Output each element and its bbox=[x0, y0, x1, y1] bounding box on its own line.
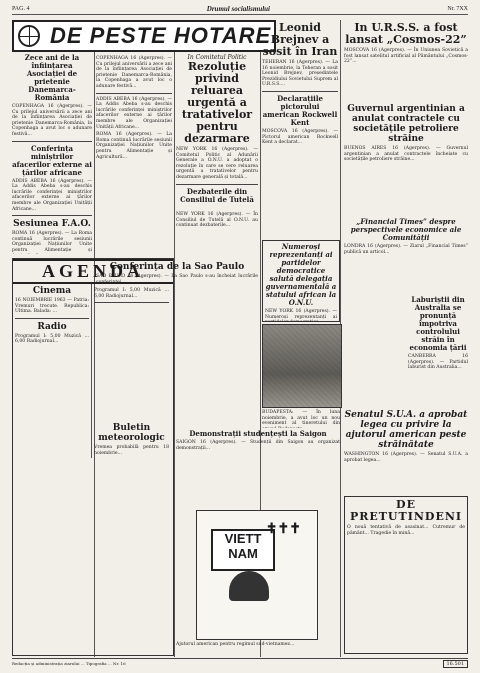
photo-caption: BUDAPESTA: — În luna noiembrie, a avut loc un nou eveniment al tineretului din bbox=[262, 410, 340, 427]
weather-heading: Buletin meteorologic bbox=[98, 423, 165, 444]
cartoon-caption-box bbox=[176, 640, 340, 654]
argentina-article bbox=[344, 104, 468, 214]
article-body: LONDRA 16 (Agerpres). — Ziarul „Financial Times” publică un articol... bbox=[344, 244, 468, 255]
footer-text: Redacția și administrația ziarului ... Tipografia ... Nr. 16 bbox=[12, 661, 126, 666]
article-body: CANBERRA 16 (Agerpres). — Partidul laburist din Australia... bbox=[408, 354, 468, 371]
article-body: MOSCOVA 16 (Agerpres). — Pictorul american Rockwell Kent a declarat... bbox=[262, 128, 338, 146]
page-header bbox=[12, 4, 468, 15]
agenda-title: AGENDA bbox=[13, 259, 173, 284]
paper-name: Drumul socialismului bbox=[206, 5, 270, 13]
globe-icon bbox=[18, 25, 40, 47]
figure-icon bbox=[229, 571, 269, 601]
delegation-box bbox=[262, 240, 340, 322]
headline: Guvernul argentinian a anulat contractele cu societățile petroliere străine bbox=[347, 104, 465, 144]
article-body: COPENHAGA 16 (Agerpres). — Cu prilejul aniversării a zece ani de la înființarea Asociației de prietenie Danemarca-România, la Copenhaga a avut loc o adunare festivă... bbox=[96, 56, 172, 89]
crosses-icon: ✝✝✝ bbox=[265, 521, 301, 537]
article-body: SAO PAULO 16 (Agerpres). — La Sao Paulo s-au încheiat lucrările conferinței... bbox=[96, 274, 258, 285]
headline: Senatul S.U.A. a aprobat legea cu privire la ajutorul american peste străinătate bbox=[344, 410, 468, 450]
headline: În U.R.S.S. a fost lansat „Cosmos-22” bbox=[345, 22, 467, 46]
column-2 bbox=[96, 54, 172, 254]
article-body: NEW YORK 16 (Agerpres). — În Consiliul de Tutelă al O.N.U. au continuat dezbaterile... bbox=[176, 212, 258, 229]
article-body: ADDIS ABEBA 16 (Agerpres). — La Addis Abeba s-au deschis lucrările conferinței miniștrilor afacerilor externe ai țărilor membre ale Organizației Unității Africane... bbox=[96, 96, 172, 130]
article-body: SAIGON 16 (Agerpres). — Studenții din Saigon au organizat demonstrații... bbox=[176, 440, 340, 451]
column-4 bbox=[262, 22, 338, 212]
headline: Sesiunea F.A.O. bbox=[13, 219, 91, 230]
cartoon-caption: Ajutorul american pentru regimul sud-vietnamez... bbox=[176, 642, 295, 647]
headline: DE PRETUTINDENI bbox=[349, 498, 463, 523]
column-3 bbox=[176, 54, 258, 204]
weather-body: Vremea probabilă pentru 18 noiembrie... bbox=[94, 445, 169, 456]
section-header bbox=[12, 20, 276, 52]
headline: Rezoluție privind reluarea urgentă a tratativelor pentru dezarmare bbox=[181, 60, 253, 145]
news-photo bbox=[262, 324, 342, 408]
program-listings: Programul I: 5,00 Muzică ... 6,00 Radiojurnal... bbox=[94, 288, 169, 299]
ft-article bbox=[344, 218, 468, 298]
page-number-left: PAG. 4 bbox=[12, 6, 30, 12]
cinema-listings: 16 NOIEMBRIE 1963 — Patria: Vremuri trecute. Republica: Ultima. Balada: ... bbox=[15, 298, 89, 315]
headline: Numeroși reprezentanți ai partidelor democratice salută delegația guvernamentală a statului african la O.N.U. bbox=[265, 242, 337, 307]
headline: Conferința de la Sao Paulo bbox=[109, 262, 245, 272]
article-body: WASHINGTON 16 (Agerpres). — Senatul S.U.A. a aprobat legea... bbox=[344, 452, 468, 463]
article-body: COPENHAGA 16 (Agerpres). — Cu prilejul aniversării a zece ani de la înființarea Asociației de prietenie Danemarca-România, la Copenhaga a avut loc o adunare festivă... bbox=[12, 104, 92, 137]
us-senate-article bbox=[344, 410, 468, 490]
cinema-heading: Cinema bbox=[32, 286, 72, 296]
article-body: NEW YORK 16 (Agerpres). — Numeroși reprezentanți ai bbox=[265, 309, 337, 320]
article-body: BUENOS AIRES 16 (Agerpres). — Guvernul argentinian a anulat contractele încheiate cu societățile petroliere străine... bbox=[344, 146, 468, 163]
article-body: MOSCOVA 16 (Agerpres). — În Uniunea Sovietică a fost lansat satelitul artificial al Pământului „Cosmos-22”... bbox=[344, 48, 468, 65]
page-number-box: 16.501 bbox=[443, 660, 469, 668]
radio-heading: Radio bbox=[37, 321, 67, 332]
headline: „Financial Times” despre perspectivele economice ale Comunității bbox=[350, 218, 462, 242]
headline: Conferința miniștrilor afacerilor externe ai țărilor africane bbox=[12, 143, 92, 177]
cartoon-sign: VIETT NAM bbox=[211, 529, 275, 571]
issue-number: Nr. 7XX bbox=[447, 6, 468, 12]
everywhere-box bbox=[344, 496, 468, 654]
article-body: ROMA 16 (Agerpres). — La Roma continuă lucrările sesiunii Organizației Națiunilor Unite pentru Alimentație și bbox=[12, 231, 92, 253]
australia-article bbox=[408, 296, 468, 406]
headline: Demonstrații studențești la Saigon bbox=[189, 430, 327, 438]
headline: Dezbaterile din Consiliul de Tutelă bbox=[180, 186, 254, 204]
column-3-lower bbox=[176, 210, 258, 330]
kicker: În Comitetul Politic bbox=[187, 54, 247, 61]
article-body: ADDIS ABEBA 16 (Agerpres). — La Addis Abeba s-au deschis lucrările conferinței miniștrilor afacerilor externe ai țărilor membre ale Organizației Unității Africane... bbox=[12, 178, 92, 212]
page-footer bbox=[12, 658, 468, 668]
section-title: DE PESTE HOTARE bbox=[50, 23, 272, 48]
column-5 bbox=[344, 22, 468, 102]
article-body: ROMA 16 (Agerpres). — La Roma continuă lucrările sesiunii Organizației Națiunilor Unite pentru Alimentație și Agricultură... bbox=[96, 132, 172, 160]
political-cartoon bbox=[196, 510, 318, 640]
photo-caption-box bbox=[262, 408, 340, 428]
headline: Declarațiile pictorului american Rockwell Kent bbox=[262, 93, 338, 127]
article-body: NEW YORK 16 (Agerpres). — Comitetul Politic al Adunării Generale a O.N.U. a adoptat o rezoluție în care se cere reluarea urgentă a tratativelor pentru dezarmare generală și totală... bbox=[176, 147, 258, 180]
radio-listings: Programul I: 5,00 Muzică ... 6,00 Radiojurnal... bbox=[15, 333, 89, 345]
saigon-article bbox=[176, 430, 340, 500]
article-body: O nouă tentativă de asasinat... Cutremur de pământ... Tragedie în mină... bbox=[347, 525, 465, 536]
headline: Laburiștii din Australia se pronunță împotriva controlului străin în economia țării bbox=[409, 296, 467, 352]
article-body: TEHERAN 16 (Agerpres). — La 16 noiembrie, la Teheran a sosit Leonid Brejnev, președintele Prezidiului Sovietului Suprem al U.R.S.S.... bbox=[262, 60, 338, 88]
headline: Leonid Brejnev a sosit în Iran bbox=[262, 22, 338, 58]
headline: Zece ani de la înființarea Asociației de prietenie Danemarca-România bbox=[24, 54, 80, 102]
column-1 bbox=[12, 54, 92, 254]
